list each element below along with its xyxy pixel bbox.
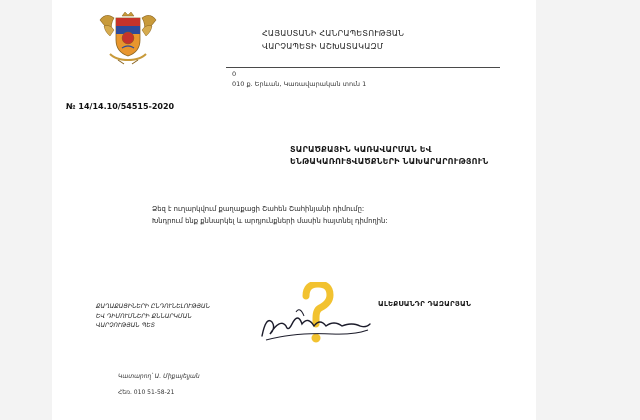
executor-phone: Հեռ. 010 51-58-21 xyxy=(118,389,175,396)
signer-title-block xyxy=(96,302,256,331)
signer-name: ԱԼԵՔՍԱՆԴՐ ԴԱԶԱՐՅԱՆ xyxy=(378,300,472,308)
signer-title-line-3: ՎԱՐՉՈՒԹՅԱՆ ՊԵՏ xyxy=(96,322,155,329)
addressee-line-1: ՏԱՐԱԾՔԱՅԻՆ ԿԱՌԱՎԱՐՄԱՆ ԵՎ xyxy=(290,145,432,154)
postal-index: 0 xyxy=(232,70,237,78)
signer-title-line-2: ԵՎ ԴԻՄՈՒՄՆԵՐԻ ՔՆՆԱՐԿՄԱՆ xyxy=(96,312,192,320)
addressee-line-2: ԵՆԹԱԿԱՌՈՒՑՎԱԾՔՆԵՐԻ ՆԱԽԱՐԱՐՈՒԹՅՈՒՆ xyxy=(290,157,489,166)
issuer-header xyxy=(262,27,512,53)
letter-body xyxy=(152,203,452,227)
right-margin-band xyxy=(536,0,640,420)
handwritten-signature xyxy=(256,282,376,348)
signer-title-line-1: ՔԱՂԱՔԱՑԻՆԵՐԻ ԸՆԴՈՒՆԵԼՈՒԹՅԱՆ xyxy=(96,303,210,310)
body-line-1: Ձեզ է ուղարկվում քաղաքացի Շահեն Շահինյանի դիմումը: xyxy=(152,205,365,213)
executor-note: Կատարող՝ Ա. Միքայելյան xyxy=(118,373,200,380)
coat-of-arms-icon xyxy=(96,10,160,66)
issuer-address: 010 ք. Երևան, Կառավարական տուն 1 xyxy=(232,80,367,88)
left-margin-band xyxy=(0,0,52,420)
header-divider xyxy=(226,67,500,68)
issuer-line-2: ՎԱՐՉԱՊԵՏԻ ԱՇԽԱՏԱԿԱԶՄ xyxy=(262,42,384,51)
body-line-2: Խնդրում ենք քննարկել և արդյունքների մասին հայտնել դիմողին: xyxy=(152,217,388,225)
issuer-line-1: ՀԱՅԱՍՏԱՆԻ ՀԱՆՐԱՊԵՏՈՒԹՅԱՆ xyxy=(262,29,405,38)
document-number: № 14/14.10/54515-2020 xyxy=(66,102,175,111)
addressee-block xyxy=(290,144,510,168)
